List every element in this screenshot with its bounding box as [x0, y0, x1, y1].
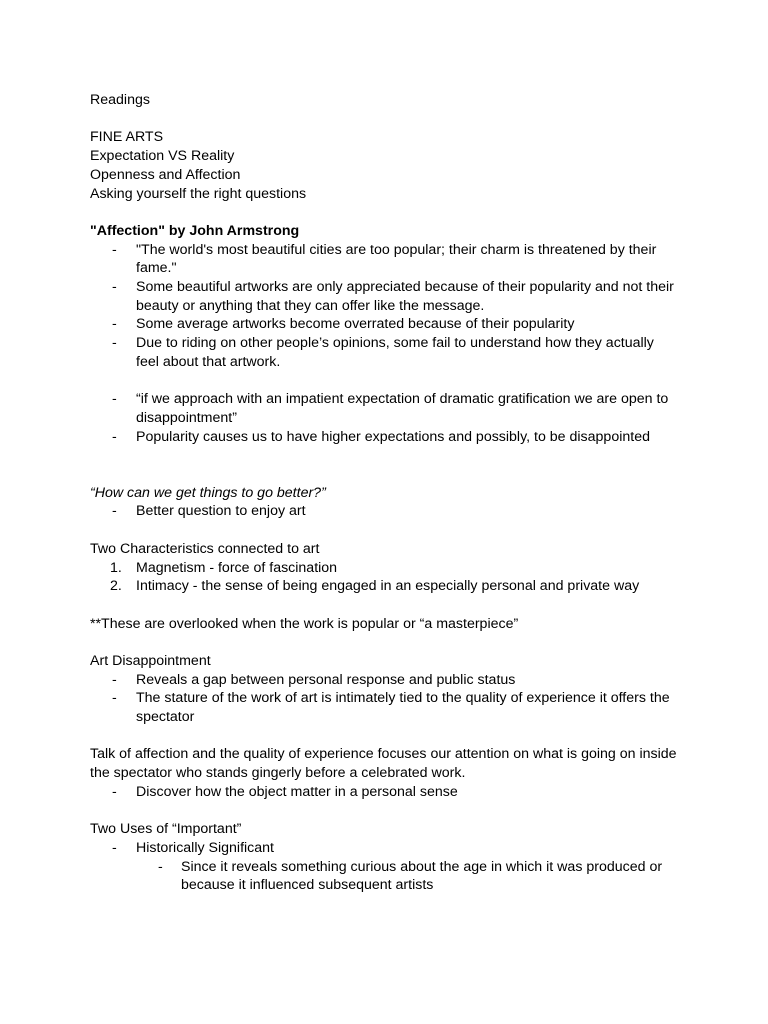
characteristics-title: Two Characteristics connected to art — [90, 540, 320, 557]
dash-marker: - — [112, 839, 117, 856]
dash-marker: - — [112, 335, 117, 352]
dash-marker: - — [112, 783, 117, 800]
list-item — [90, 428, 680, 447]
dash-marker: - — [112, 671, 117, 688]
spacer — [90, 596, 680, 615]
spacer — [90, 110, 680, 129]
affection-list — [90, 241, 680, 372]
dash-marker: - — [112, 428, 117, 445]
dash-marker: - — [112, 503, 117, 520]
affection-title: "Affection" by John Armstrong — [90, 222, 300, 239]
spacer — [90, 372, 680, 391]
spacer — [90, 802, 680, 821]
list-item — [90, 334, 680, 371]
list-item-text: Some beautiful artworks are only appreciated because of their popularity and not their beauty or anything that they can offer like the message. — [136, 279, 674, 314]
spacer — [90, 727, 680, 746]
question-list — [90, 502, 680, 521]
list-item — [90, 577, 680, 596]
expectation-list — [90, 390, 680, 446]
number-marker: 2. — [110, 578, 122, 595]
list-item-text: Intimacy - the sense of being engaged in an especially personal and private way — [136, 578, 640, 595]
topic-line: Openness and Affection — [90, 166, 241, 183]
list-item-text: Discover how the object matter in a personal sense — [136, 783, 458, 800]
list-item-text: Reveals a gap between personal response and public status — [136, 671, 516, 688]
important-title: Two Uses of “Important” — [90, 821, 242, 838]
topic-line: Asking yourself the right questions — [90, 185, 307, 202]
question-line: “How can we get things to go better?” — [90, 484, 326, 501]
list-item-text: Better question to enjoy art — [136, 503, 306, 520]
readings-heading: Readings — [90, 92, 150, 108]
number-marker: 1. — [110, 559, 122, 576]
list-item — [90, 278, 680, 315]
disappointment-list — [90, 671, 680, 727]
talk-paragraph: Talk of affection and the quality of experience focuses our attention on what is going on inside the spectator who stands gingerly before a celebrated work. — [90, 746, 677, 782]
important-list — [90, 839, 680, 858]
list-item-text: "The world's most beautiful cities are too popular; their charm is threatened by their fame." — [136, 241, 657, 277]
fine-arts-heading: FINE ARTS — [90, 129, 164, 146]
talk-list — [90, 783, 680, 802]
spacer — [90, 521, 680, 540]
overlooked-note: **These are overlooked when the work is popular or “a masterpiece” — [90, 615, 519, 632]
dash-marker: - — [112, 279, 117, 295]
spacer — [90, 446, 680, 483]
list-item-text: “if we approach with an impatient expectation of dramatic gratification we are open to disappointment” — [136, 391, 669, 426]
list-item-text: Popularity causes us to have higher expectations and possibly, to be disappointed — [136, 428, 650, 445]
document-page — [90, 91, 680, 895]
list-item — [90, 839, 680, 858]
dash-marker: - — [112, 690, 117, 707]
list-item-text: Some average artworks become overrated because of their popularity — [136, 316, 575, 333]
list-item — [90, 241, 680, 278]
list-item — [90, 315, 680, 334]
list-item — [90, 689, 680, 726]
list-item-text: Magnetism - force of fascination — [136, 559, 338, 576]
important-sublist — [90, 858, 680, 895]
spacer — [90, 203, 680, 222]
list-item-text: Historically Significant — [136, 839, 274, 856]
list-item-text: The stature of the work of art is intimately tied to the quality of experience it offers the spectator — [136, 690, 670, 726]
dash-marker: - — [112, 391, 117, 408]
characteristics-list — [90, 559, 680, 596]
spacer — [90, 633, 680, 652]
dash-marker: - — [112, 241, 117, 258]
list-item — [90, 671, 680, 690]
topic-line: Expectation VS Reality — [90, 148, 235, 165]
disappointment-title: Art Disappointment — [90, 652, 211, 669]
list-item — [90, 390, 680, 427]
list-item-text: Since it reveals something curious about the age in which it was produced or because it influenced subsequent artists — [181, 858, 663, 894]
list-item — [90, 783, 680, 802]
list-item — [90, 559, 680, 578]
dash-marker: - — [112, 316, 117, 333]
dash-marker: - — [158, 858, 163, 875]
list-item — [90, 502, 680, 521]
list-item-text: Due to riding on other people’s opinions, some fail to understand how they actually feel about that artwork. — [136, 335, 654, 370]
list-item — [90, 858, 680, 895]
